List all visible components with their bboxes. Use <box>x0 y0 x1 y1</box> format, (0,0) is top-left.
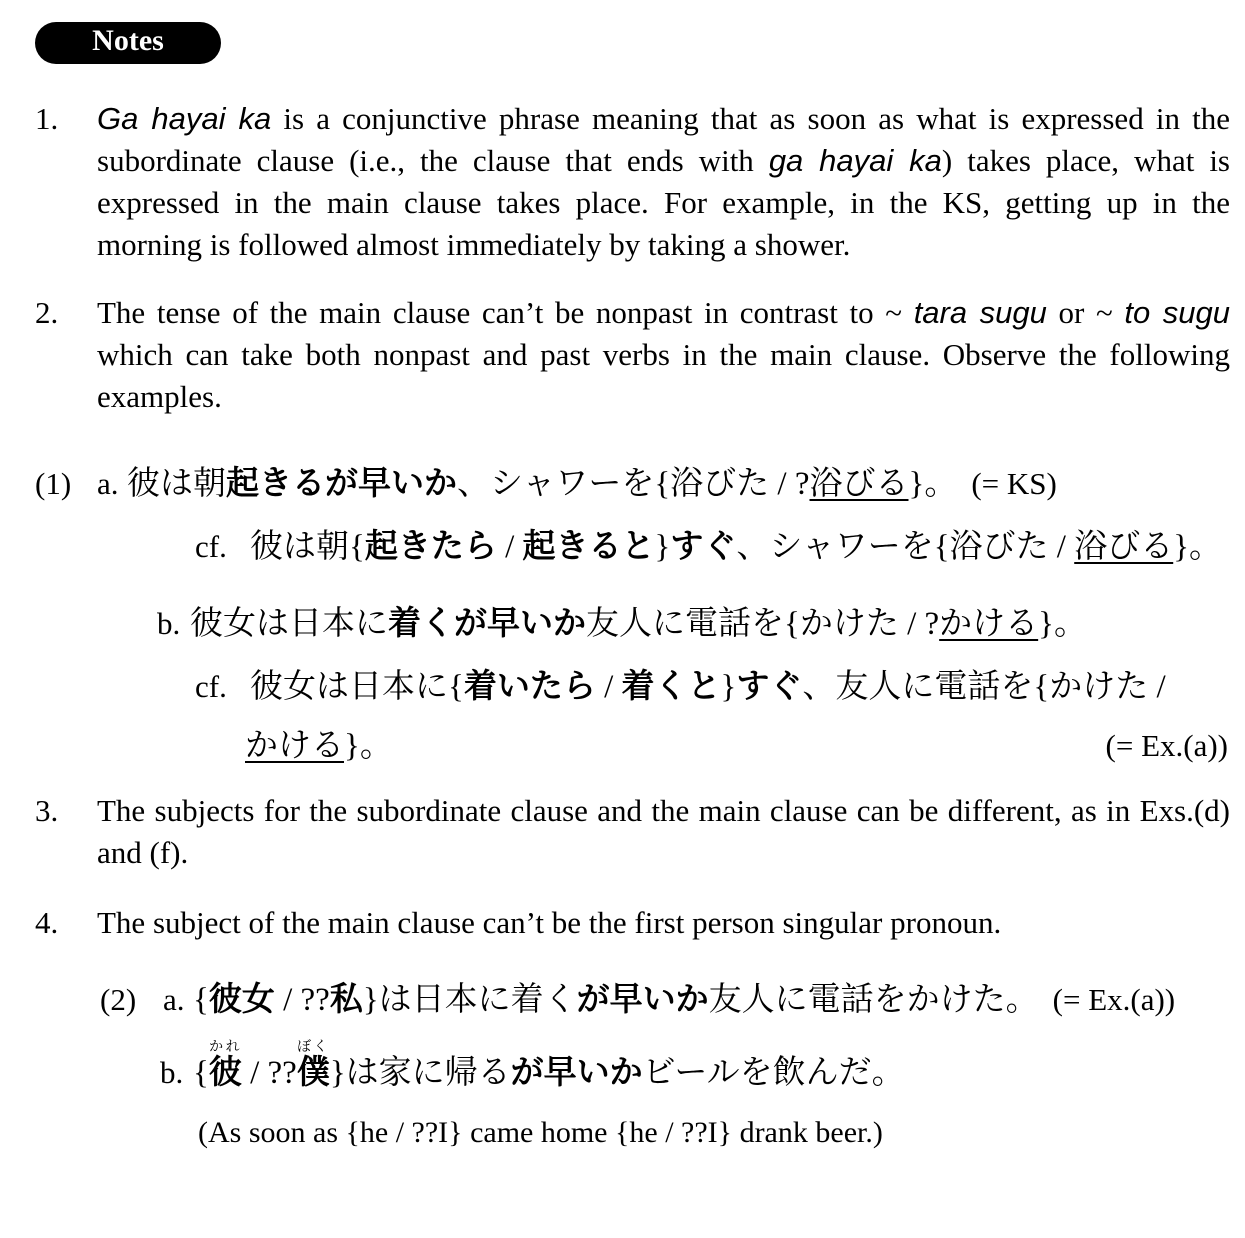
example-2a-row <box>100 968 1230 1031</box>
example-1a-row <box>35 452 1230 515</box>
note-2-text: The tense of the main clause can’t be nonpast in contrast to ~ tara sugu or ~ to sugu which can take both nonpast and past verbs in the main clause. Observe the following examples. <box>97 295 1230 414</box>
example-2a-sentence: {彼女 / ??私}は日本に着くが早いか友人に電話をかけた。 <box>193 980 1039 1018</box>
example-1b-cf-sentence-line1: 彼女は日本に{着いたら / 着くと}すぐ、友人に電話を{かけた / <box>250 667 1166 705</box>
note-item-1 <box>35 98 1230 266</box>
example-1b-cf-sentence-line2: かける}。 <box>245 728 393 764</box>
note-item-3 <box>35 790 1230 874</box>
example-2b-gloss-row <box>198 1108 1230 1158</box>
example-group-2 <box>35 968 1230 1158</box>
example-2b-marker: b. <box>160 1055 184 1090</box>
example-2a-reference-tag: (= Ex.(a)) <box>1052 982 1176 1017</box>
notes-section-badge <box>35 22 221 64</box>
example-1a-marker: a. <box>97 466 119 501</box>
example-1-label: (1) <box>35 466 72 501</box>
note-1-number: 1. <box>35 101 59 136</box>
example-1a-cf-row <box>195 515 1230 578</box>
note-4-text: The subject of the main clause can’t be the first person singular pronoun. <box>97 905 1002 940</box>
note-3-number: 3. <box>35 793 59 828</box>
notes-badge-label: Notes <box>92 24 164 57</box>
example-1b-reference-tag: (= Ex.(a)) <box>1105 728 1228 763</box>
note-item-2 <box>35 292 1230 418</box>
example-1b-cf-marker: cf. <box>195 669 227 704</box>
example-1a-reference-tag: (= KS) <box>971 466 1057 501</box>
example-1b-sentence: 彼女は日本に着くが早いか友人に電話を{かけた / ?かける}。 <box>190 604 1087 642</box>
note-4-number: 4. <box>35 905 59 940</box>
note-1-text: Ga hayai ka is a conjunctive phrase meaning that as soon as what is expressed in the subordinate clause (i.e., the clause that ends with ga hayai ka) takes place, what is expressed in the main clause takes place. For example, in the KS, getting up in the morning is followed almost immediately by taking a shower. <box>97 101 1230 262</box>
example-2a-marker: a. <box>163 982 185 1017</box>
example-group-1 <box>35 452 1230 774</box>
example-2b-translation: (As soon as {he / ??I} came home {he / ??I} drank beer.) <box>198 1116 883 1149</box>
example-2b-row <box>160 1037 1230 1108</box>
example-1b-marker: b. <box>157 606 181 641</box>
example-1b-row <box>157 592 1230 655</box>
example-1b-cf-row <box>195 655 1230 718</box>
example-1b-cf-continuation-row <box>245 718 1230 774</box>
example-2b-sentence: {彼かれ / ??僕ぼく}は家に帰るが早いかビールを飲んだ。 <box>193 1040 905 1091</box>
note-2-number: 2. <box>35 295 59 330</box>
example-1a-sentence: 彼は朝起きるが早いか、シャワーを{浴びた / ?浴びる}。 <box>127 464 958 502</box>
example-2-label: (2) <box>100 982 137 1017</box>
note-item-4 <box>35 902 1230 944</box>
note-3-text: The subjects for the subordinate clause and the main clause can be different, as in Exs.(d) and (f). <box>97 793 1230 870</box>
example-1a-cf-sentence: 彼は朝{起きたら / 起きると}すぐ、シャワーを{浴びた / 浴びる}。 <box>250 527 1223 565</box>
example-1a-cf-marker: cf. <box>195 529 227 564</box>
